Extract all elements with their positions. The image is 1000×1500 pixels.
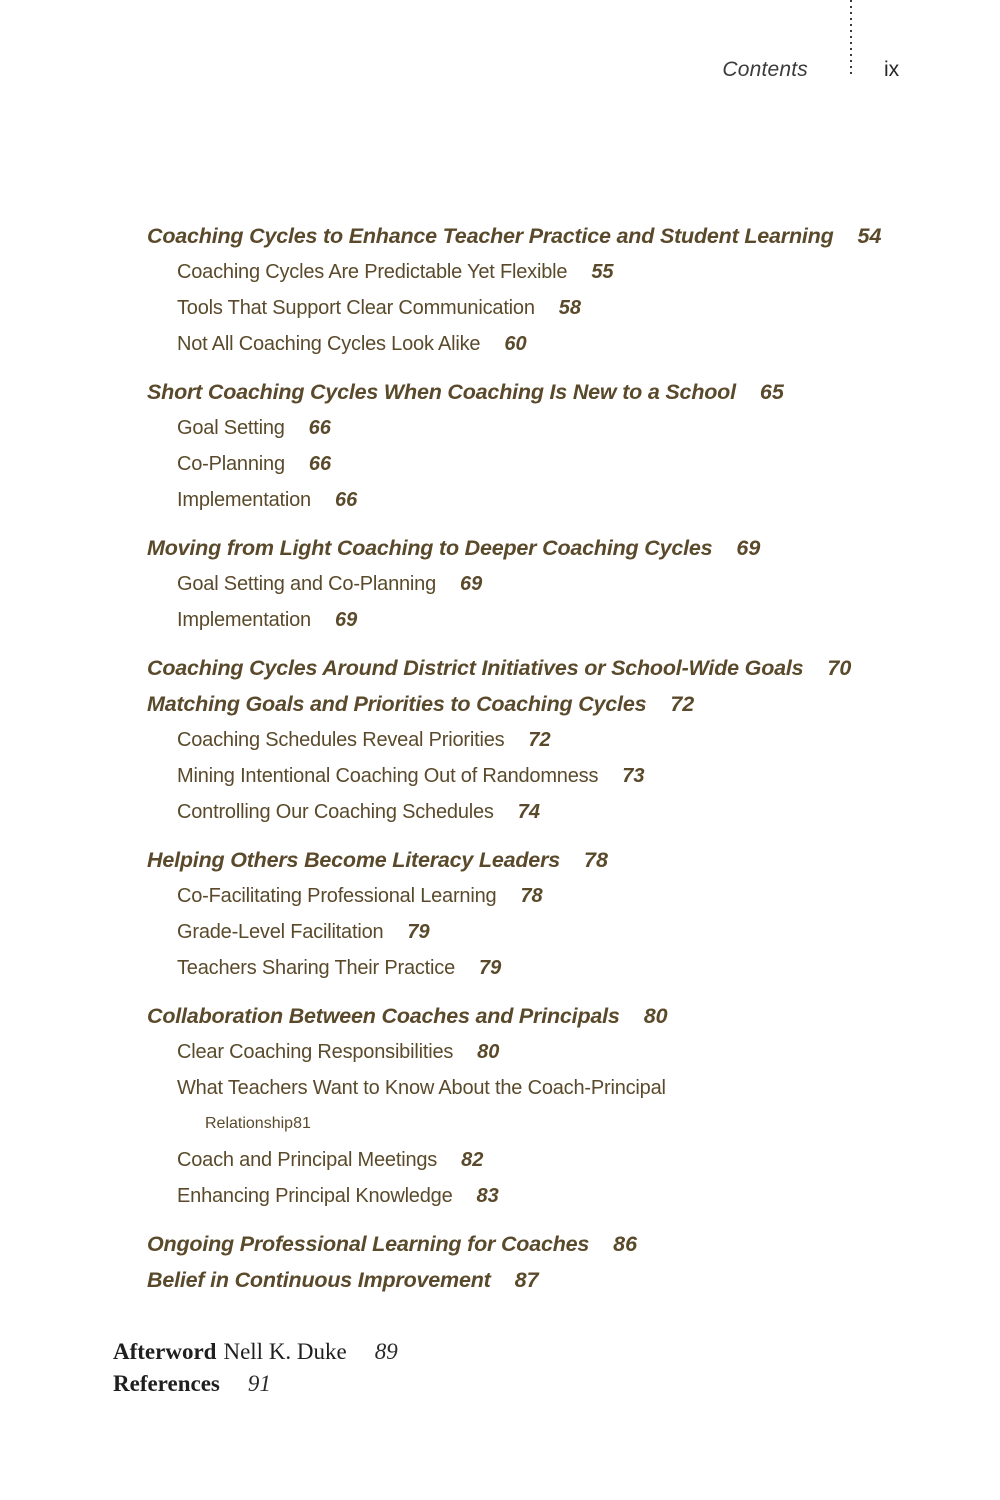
toc-entry-label: Goal Setting and Co-Planning (177, 573, 437, 595)
toc-entry-page-number: 87 (514, 1268, 539, 1292)
toc-entry-label: Belief in Continuous Improvement (147, 1268, 491, 1292)
toc-sub-entry (147, 950, 927, 986)
toc-entry-page-number: 69 (460, 573, 483, 595)
toc-heading-entry (147, 686, 927, 722)
toc-entry-page-number: 72 (670, 692, 695, 716)
toc-entry-label-line2: Relationship (205, 1115, 294, 1132)
toc-entry-label: Goal Setting (177, 417, 285, 439)
toc-group (147, 374, 927, 518)
back-matter-label: References (113, 1370, 220, 1396)
toc-entry-page-number: 70 (827, 656, 852, 680)
toc-heading-entry (147, 218, 927, 254)
toc-entry-label: Implementation (177, 609, 311, 631)
toc-heading-entry (147, 530, 927, 566)
toc-entry-page-number: 80 (477, 1041, 500, 1063)
toc-entry-label: Co-Facilitating Professional Learning (177, 885, 497, 907)
toc-entry-label: Matching Goals and Priorities to Coaching Cycles (147, 692, 647, 716)
toc-entry-page-number: 79 (407, 921, 430, 943)
toc-group (147, 650, 927, 830)
toc-entry-label: Coaching Schedules Reveal Priorities (177, 729, 505, 751)
toc-entry-wrap-line (147, 1106, 927, 1142)
toc-entry-label: Clear Coaching Responsibilities (177, 1041, 454, 1063)
toc-entry-page-number: 72 (528, 729, 551, 751)
toc-sub-entry (147, 290, 927, 326)
toc-sub-entry (147, 1178, 927, 1214)
toc-sub-entry (147, 1070, 927, 1106)
toc-heading-entry (147, 842, 927, 878)
toc-entry-page-number: 58 (558, 297, 582, 319)
toc-entry-page-number: 66 (308, 453, 332, 475)
toc-sub-entry (147, 326, 927, 362)
toc-sub-entry (147, 482, 927, 518)
toc-entry-label: Collaboration Between Coaches and Principals (147, 1004, 620, 1028)
toc-group (147, 1226, 927, 1298)
toc-entry-page-number: 65 (759, 380, 784, 404)
toc-entry-label: Not All Coaching Cycles Look Alike (177, 333, 481, 355)
toc-heading-entry (147, 1226, 927, 1262)
page-number-folio: ix (884, 58, 900, 81)
toc-entry-page-number: 78 (584, 848, 608, 872)
toc-sub-entry (147, 1034, 927, 1070)
toc-entry-label: Ongoing Professional Learning for Coaches (147, 1232, 590, 1256)
toc-group (147, 998, 927, 1214)
back-matter-entry (113, 1368, 398, 1400)
toc-entry-page-number: 82 (461, 1149, 484, 1171)
back-matter-page-number: 91 (247, 1370, 271, 1396)
toc-entry-page-number: 66 (334, 489, 358, 511)
toc-entry-label: Coaching Cycles Around District Initiatives or School-Wide Goals (147, 656, 804, 680)
toc-entry-label: Coaching Cycles to Enhance Teacher Practice and Student Learning (147, 224, 834, 248)
toc-entry-label: Coach and Principal Meetings (177, 1149, 438, 1171)
toc-sub-entry (147, 1142, 927, 1178)
toc-entry-label: Enhancing Principal Knowledge (177, 1185, 453, 1207)
toc-entry-label: Grade-Level Facilitation (177, 921, 384, 943)
toc-entry-label: Short Coaching Cycles When Coaching Is New to a School (147, 380, 736, 404)
toc-entry-page-number: 74 (517, 801, 540, 823)
toc-entry-label: Co-Planning (177, 453, 285, 475)
toc-entry-label: Moving from Light Coaching to Deeper Coaching Cycles (147, 536, 713, 560)
toc-sub-entry (147, 446, 927, 482)
toc-entry-page-number: 60 (504, 333, 527, 355)
toc-entry-label: Tools That Support Clear Communication (177, 297, 535, 319)
toc-heading-entry (147, 374, 927, 410)
toc-entry-page-number: 54 (857, 224, 882, 248)
toc-entry-page-number: 69 (334, 609, 358, 631)
toc-heading-entry (147, 650, 927, 686)
toc-entry-page-number: 86 (613, 1232, 638, 1256)
toc-entry-page-number: 78 (520, 885, 543, 907)
toc-entry-label: Mining Intentional Coaching Out of Randomness (177, 765, 599, 787)
toc-entry-page-number: 73 (622, 765, 645, 787)
toc-entry-label: Implementation (177, 489, 311, 511)
toc-sub-entry (147, 878, 927, 914)
back-matter (113, 1336, 398, 1399)
dotted-divider-rule (850, 0, 852, 78)
back-matter-page-number: 89 (374, 1339, 398, 1364)
toc-group (147, 218, 927, 362)
toc-heading-entry (147, 998, 927, 1034)
toc-entry-label: Controlling Our Coaching Schedules (177, 801, 494, 823)
toc-entry-page-number: 55 (591, 261, 614, 283)
back-matter-entry (113, 1336, 398, 1368)
toc-group (147, 842, 927, 986)
toc-heading-entry (147, 1262, 927, 1298)
toc-sub-entry (147, 254, 927, 290)
toc-entry-label: Helping Others Become Literacy Leaders (147, 848, 560, 872)
toc-entry-page-number: 66 (308, 417, 331, 439)
toc-entry-label: What Teachers Want to Know About the Coach-Principal (177, 1077, 666, 1099)
toc-sub-entry (147, 722, 927, 758)
toc-entry-page-number: 79 (479, 957, 502, 979)
table-of-contents (147, 218, 927, 1310)
toc-entry-page-number: 69 (736, 536, 761, 560)
toc-entry-label: Coaching Cycles Are Predictable Yet Flexible (177, 261, 568, 283)
toc-sub-entry (147, 914, 927, 950)
toc-sub-entry (147, 566, 927, 602)
toc-sub-entry (147, 794, 927, 830)
toc-group (147, 530, 927, 638)
toc-sub-entry (147, 602, 927, 638)
toc-entry-page-number: 83 (476, 1185, 499, 1207)
toc-entry-page-number: 80 (643, 1004, 668, 1028)
back-matter-label: Afterword (113, 1339, 217, 1364)
toc-entry-label: Teachers Sharing Their Practice (177, 957, 456, 979)
toc-sub-entry (147, 758, 927, 794)
running-header-title: Contents (722, 58, 808, 81)
toc-sub-entry (147, 410, 927, 446)
back-matter-author: Nell K. Duke (223, 1339, 347, 1364)
toc-entry-page-number: 81 (293, 1115, 311, 1132)
